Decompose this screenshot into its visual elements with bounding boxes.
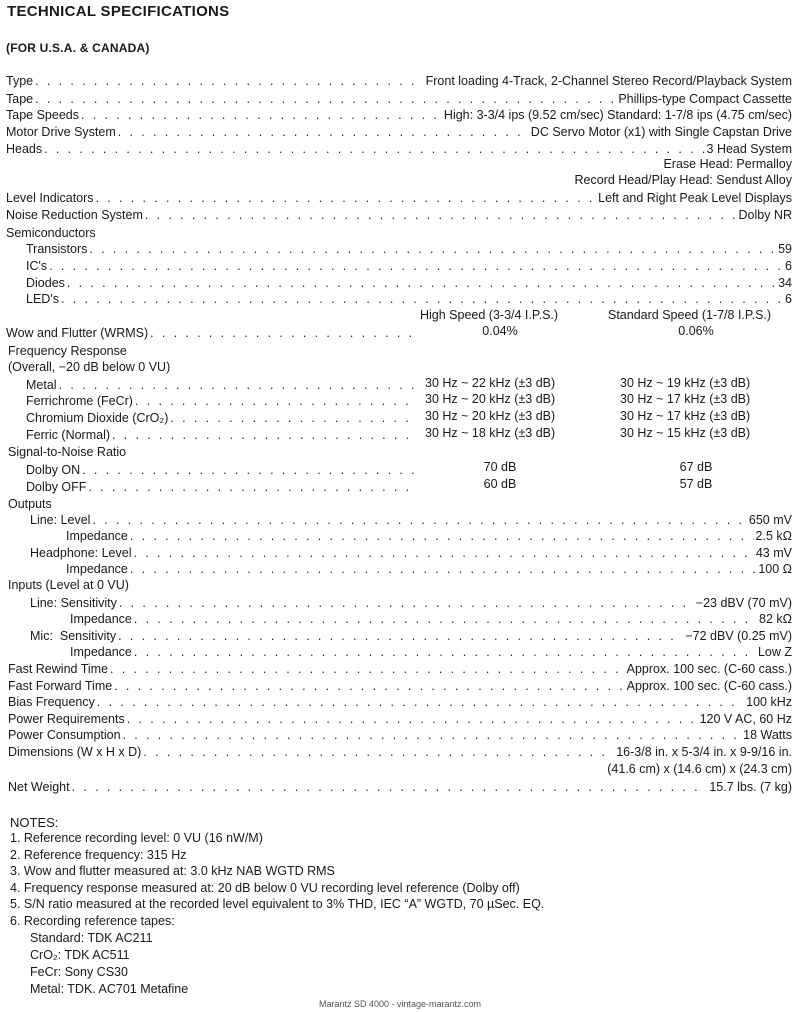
spec-label: Type xyxy=(6,74,34,88)
spec-power-requirements xyxy=(8,711,792,727)
spec-label: Mic: Sensitivity xyxy=(30,629,117,643)
spec-label: Power Requirements xyxy=(8,712,125,726)
spec-tape xyxy=(6,91,792,107)
freq-cro2-high: 30 Hz ~ 20 kHz (±3 dB) xyxy=(425,409,556,423)
outputs-headphone-level xyxy=(30,545,792,561)
spec-record-head: Record Head/Play Head: Sendust Alloy xyxy=(574,173,792,187)
spec-level-indicators xyxy=(6,190,792,206)
snr-dolby-off xyxy=(26,479,416,495)
spec-value: Front loading 4-Track, 2-Channel Stereo Record/Playback System xyxy=(425,74,792,88)
page-footer: Marantz SD 4000 - vintage-marantz.com xyxy=(318,999,482,1009)
spec-label: Chromium Dioxide (CrO₂) xyxy=(26,411,169,425)
freq-metal-high: 30 Hz ~ 22 kHz (±3 dB) xyxy=(425,376,556,390)
spec-value: 120 V AC, 60 Hz xyxy=(699,712,792,726)
reference-tape: CrO₂: TDK AC511 xyxy=(30,948,130,962)
inputs-mic-impedance xyxy=(70,644,792,660)
notes-heading: NOTES: xyxy=(10,815,59,830)
spec-value: Dolby NR xyxy=(738,208,792,222)
spec-label: Noise Reduction System xyxy=(6,208,143,222)
inputs-mic-sensitivity xyxy=(30,628,792,644)
spec-label: Wow and Flutter (WRMS) xyxy=(6,326,149,340)
page-title: TECHNICAL SPECIFICATIONS xyxy=(7,3,230,20)
spec-label: Dimensions (W x H x D) xyxy=(8,745,142,759)
freq-cro2 xyxy=(26,410,416,426)
spec-inputs-heading: Inputs (Level at 0 VU) xyxy=(8,578,129,592)
spec-value: 2.5 kΩ xyxy=(755,529,792,543)
spec-heads xyxy=(6,141,792,157)
spec-label: Dolby OFF xyxy=(26,480,87,494)
spec-value: 16-3/8 in. x 5-3/4 in. x 9-9/16 in. xyxy=(616,745,792,759)
freq-ferric-standard: 30 Hz ~ 15 kHz (±3 dB) xyxy=(620,426,751,440)
spec-label: Impedance xyxy=(70,612,132,626)
spec-label: Line: Sensitivity xyxy=(30,596,117,610)
spec-wow-flutter xyxy=(6,325,416,341)
spec-label: Dolby ON xyxy=(26,463,81,477)
spec-value: −23 dBV (70 mV) xyxy=(695,596,792,610)
spec-value: 59 xyxy=(778,242,792,256)
inputs-line-sensitivity xyxy=(30,595,792,611)
spec-type xyxy=(6,73,792,89)
reference-tape: Metal: TDK. AC701 Metafine xyxy=(30,982,189,996)
outputs-line-impedance xyxy=(66,528,792,544)
note-item: 3. Wow and flutter measured at: 3.0 kHz NAB WGTD RMS xyxy=(10,864,335,878)
spec-label: Transistors xyxy=(26,242,88,256)
spec-value: 100 kHz xyxy=(746,695,792,709)
column-header-standard-speed: Standard Speed (1-7/8 I.P.S.) xyxy=(608,308,772,322)
spec-label: Impedance xyxy=(70,645,132,659)
spec-value: 15.7 lbs. (7 kg) xyxy=(709,780,792,794)
spec-value: DC Servo Motor (x1) with Single Capstan Drive xyxy=(530,125,792,139)
snr-on-high: 70 dB xyxy=(483,460,517,474)
spec-label: Headphone: Level xyxy=(30,546,132,560)
spec-value: Approx. 100 sec. (C-60 cass.) xyxy=(626,679,792,693)
note-item: 6. Recording reference tapes: xyxy=(10,914,175,928)
wow-standard: 0.06% xyxy=(678,324,714,338)
spec-value: Low Z xyxy=(757,645,792,659)
spec-diodes xyxy=(26,275,792,291)
spec-leds xyxy=(26,291,792,307)
spec-label: Fast Forward Time xyxy=(8,679,113,693)
spec-net-weight xyxy=(8,779,792,795)
spec-value: 82 kΩ xyxy=(759,612,792,626)
spec-frequency-response-heading: Frequency Response xyxy=(8,344,127,358)
spec-value: −72 dBV (0.25 mV) xyxy=(685,629,792,643)
region-subtitle: (FOR U.S.A. & CANADA) xyxy=(6,41,150,55)
spec-power-consumption xyxy=(8,727,792,743)
spec-motor xyxy=(6,124,792,140)
spec-label: Metal xyxy=(26,378,57,392)
spec-erase-head: Erase Head: Permalloy xyxy=(663,157,792,171)
spec-label: Level Indicators xyxy=(6,191,94,205)
spec-value: 34 xyxy=(778,276,792,290)
spec-label: Heads xyxy=(6,142,43,156)
spec-value: 100 Ω xyxy=(758,562,792,576)
freq-ferric xyxy=(26,427,416,443)
spec-label: Tape xyxy=(6,92,34,106)
reference-tape: FeCr: Sony CS30 xyxy=(30,965,128,979)
spec-semiconductors-heading: Semiconductors xyxy=(6,226,96,240)
spec-value: Left and Right Peak Level Displays xyxy=(598,191,792,205)
spec-value: 6 xyxy=(785,292,792,306)
freq-fecr-high: 30 Hz ~ 20 kHz (±3 dB) xyxy=(425,392,556,406)
spec-label: Impedance xyxy=(66,529,128,543)
spec-dimensions xyxy=(8,744,792,760)
spec-dimensions-metric: (41.6 cm) x (14.6 cm) x (24.3 cm) xyxy=(607,762,792,776)
spec-label: Motor Drive System xyxy=(6,125,116,139)
snr-dolby-on xyxy=(26,462,416,478)
freq-ferric-high: 30 Hz ~ 18 kHz (±3 dB) xyxy=(425,426,556,440)
spec-value: 43 mV xyxy=(755,546,792,560)
spec-label: Ferrichrome (FeCr) xyxy=(26,394,133,408)
spec-value: 650 mV xyxy=(748,513,792,527)
spec-noise-reduction xyxy=(6,207,792,223)
note-item: 5. S/N ratio measured at the recorded level equivalent to 3% THD, IEC “A” WGTD, 70 µSec. EQ. xyxy=(10,897,545,911)
spec-value: Approx. 100 sec. (C-60 cass.) xyxy=(626,662,792,676)
spec-outputs-heading: Outputs xyxy=(8,497,52,511)
spec-transistors xyxy=(26,241,792,257)
outputs-line-level xyxy=(30,512,792,528)
spec-label: Impedance xyxy=(66,562,128,576)
freq-cro2-standard: 30 Hz ~ 17 kHz (±3 dB) xyxy=(620,409,751,423)
spec-label: IC's xyxy=(26,259,48,273)
spec-label: Net Weight xyxy=(8,780,70,794)
spec-value: 3 Head System xyxy=(706,142,792,156)
spec-label: Fast Rewind Time xyxy=(8,662,109,676)
note-item: 2. Reference frequency: 315 Hz xyxy=(10,848,187,862)
note-item: 4. Frequency response measured at: 20 dB below 0 VU recording level reference (Dolby off) xyxy=(10,881,520,895)
freq-fecr-standard: 30 Hz ~ 17 kHz (±3 dB) xyxy=(620,392,751,406)
wow-high: 0.04% xyxy=(482,324,518,338)
spec-label: Line: Level xyxy=(30,513,91,527)
spec-label: Tape Speeds xyxy=(6,108,79,122)
spec-label: Bias Frequency xyxy=(8,695,95,709)
spec-bias-frequency xyxy=(8,694,792,710)
snr-off-high: 60 dB xyxy=(483,477,517,491)
note-item: 1. Reference recording level: 0 VU (16 nW/M) xyxy=(10,831,263,845)
freq-metal-standard: 30 Hz ~ 19 kHz (±3 dB) xyxy=(620,376,751,390)
spec-value: 18 Watts xyxy=(743,728,792,742)
spec-tape-speeds xyxy=(6,107,792,123)
spec-fast-rewind xyxy=(8,661,792,677)
reference-tape: Standard: TDK AC211 xyxy=(30,931,153,945)
spec-label: Power Consumption xyxy=(8,728,121,742)
snr-on-standard: 67 dB xyxy=(679,460,713,474)
spec-label: LED's xyxy=(26,292,59,306)
column-header-high-speed: High Speed (3-3/4 I.P.S.) xyxy=(420,308,559,322)
spec-snr-heading: Signal-to-Noise Ratio xyxy=(8,445,127,459)
spec-fast-forward xyxy=(8,678,792,694)
spec-value: High: 3-3/4 ips (9.52 cm/sec) Standard: 1-7/8 ips (4.75 cm/sec) xyxy=(443,108,792,122)
spec-frequency-response-subheading: (Overall, −20 dB below 0 VU) xyxy=(8,360,171,374)
freq-metal xyxy=(26,377,416,393)
spec-label: Diodes xyxy=(26,276,65,290)
spec-value: 6 xyxy=(785,259,792,273)
freq-fecr xyxy=(26,393,416,409)
snr-off-standard: 57 dB xyxy=(679,477,713,491)
spec-ics xyxy=(26,258,792,274)
inputs-line-impedance xyxy=(70,611,792,627)
outputs-headphone-impedance xyxy=(66,561,792,577)
spec-value: Phillips-type Compact Cassette xyxy=(618,92,792,106)
spec-label: Ferric (Normal) xyxy=(26,428,111,442)
